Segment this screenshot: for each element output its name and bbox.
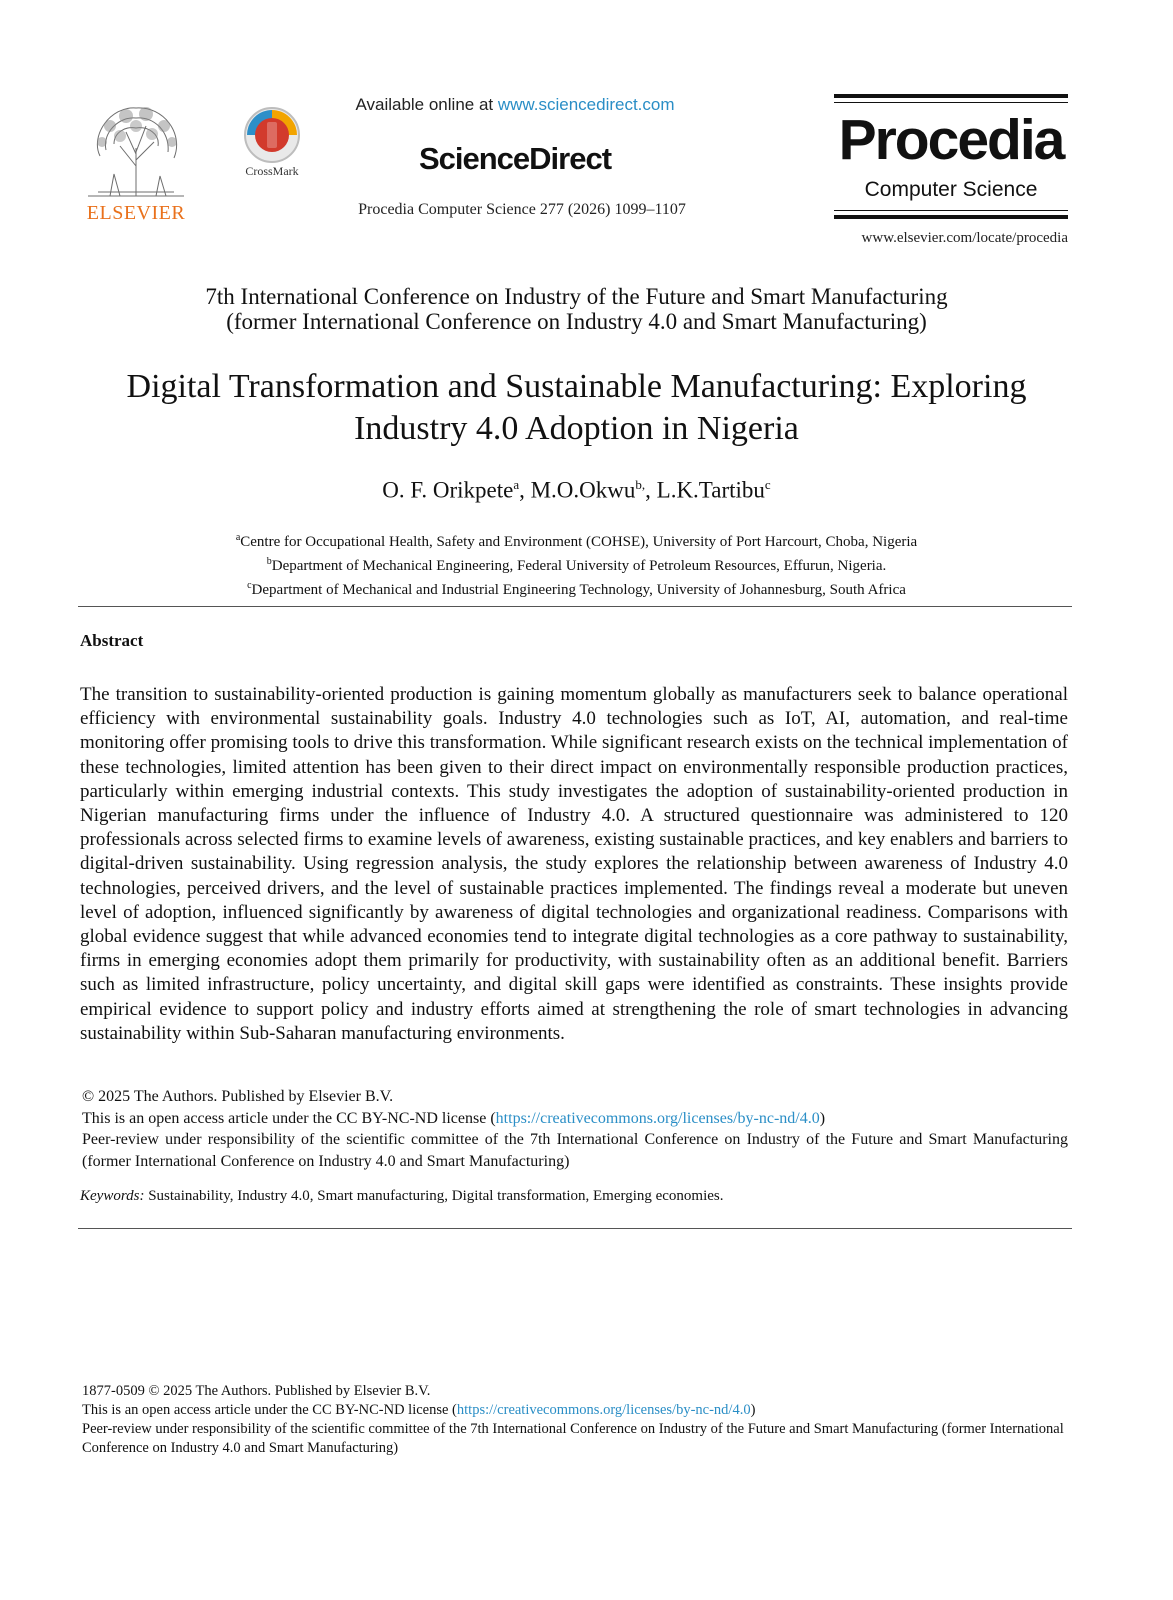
author-affil-mark: a — [513, 477, 520, 492]
open-access-text: This is an open access article under the CC BY-NC-ND license ( — [82, 1109, 496, 1127]
footer-open-access-close: ) — [750, 1402, 756, 1418]
crossmark-label: CrossMark — [245, 164, 299, 178]
keywords-label: Keywords: — [80, 1188, 145, 1204]
page-footer — [82, 1382, 1072, 1458]
keywords-text: Sustainability, Industry 4.0, Smart manufacturing, Digital transformation, Emerging economies. — [144, 1188, 724, 1204]
footer-issn-line: 1877-0509 © 2025 The Authors. Published by Elsevier B.V. — [82, 1383, 431, 1399]
footer-license-link[interactable]: https://creativecommons.org/licenses/by-nc-nd/4.0 — [456, 1402, 751, 1418]
affiliation-text: Department of Mechanical Engineering, Federal University of Petroleum Resources, Effurun, Nigeria. — [271, 558, 887, 574]
keywords-line — [80, 1188, 1070, 1205]
license-link[interactable]: https://creativecommons.org/licenses/by-nc-nd/4.0 — [495, 1109, 820, 1127]
affiliation-mark: a — [235, 532, 241, 543]
procedia-top-thin-rule — [834, 102, 1068, 103]
journal-url[interactable]: www.elsevier.com/locate/procedia — [861, 230, 1068, 246]
paper-title-line-2: Industry 4.0 Adoption in Nigeria — [354, 410, 799, 447]
divider-bottom — [78, 1228, 1072, 1229]
footer-open-access-text: This is an open access article under the CC BY-NC-ND license ( — [82, 1402, 457, 1418]
sciencedirect-logo: ScienceDirect — [418, 141, 612, 176]
procedia-bottom-rule — [834, 215, 1068, 219]
affiliation-text: Department of Mechanical and Industrial Engineering Technology, University of Johannesburg, South Africa — [251, 582, 906, 598]
author-name: O. F. Orikpete — [382, 477, 514, 503]
author-name: L.K.Tartibu — [656, 477, 765, 503]
license-block — [82, 1086, 1068, 1172]
elsevier-logo — [80, 96, 192, 226]
elsevier-wordmark: ELSEVIER — [86, 202, 186, 224]
affiliation-text: Centre for Occupational Health, Safety and Environment (COHSE), University of Port Harcourt, Choba, Nigeria — [240, 534, 918, 550]
footer-open-access-line — [82, 1401, 1072, 1420]
abstract-heading: Abstract — [80, 631, 144, 650]
affiliation-mark: b — [266, 556, 272, 567]
abstract-body: The transition to sustainability-oriented production is gaining momentum globally as manufacturers seek to balance operational efficiency with environmental sustainability goals. Industry 4.0 technologies such as IoT, AI, automation, and real-time monitoring offer promising tools to drive this transformation. While significant research exists on the technical implementation of these technologies, limited attention has been given to their direct impact on environmentally responsible production practices, particularly within emerging industrial contexts. This study investigates the adoption of sustainability-oriented production in Nigerian manufacturing firms under the influence of Industry 4.0. A structured questionnaire was administered to 120 professionals across selected firms to examine levels of awareness, existing sustainable practices, and key enablers and barriers to digital-driven sustainability. Using regression analysis, the study explores the relationship between awareness of Industry 4.0 technologies, perceived drivers, and the level of sustainable practices implemented. The findings reveal a moderate but uneven level of adoption, influenced significantly by awareness of digital technologies and organizational readiness. Comparisons with global evidence suggest that while advanced economies tend to integrate digital technologies as a core pathway to sustainability, firms in emerging economies adopt them primarily for productivity, with sustainability often as an additional benefit. Barriers such as limited infrastructure, policy uncertainty, and digital skill gaps were identified as constraints. These insights provide empirical evidence to support policy and industry efforts aimed at strengthening the role of smart technologies in advancing sustainability within Sub-Saharan manufacturing environments. — [80, 684, 1068, 1044]
affiliation-item — [60, 528, 1093, 552]
copyright-line: © 2025 The Authors. Published by Elsevier B.V. — [82, 1088, 394, 1105]
author-list — [60, 477, 1093, 504]
procedia-subtitle: Computer Science — [864, 178, 1038, 201]
crossmark-badge[interactable] — [236, 106, 308, 182]
affiliation-mark: c — [247, 580, 252, 591]
conference-line-1: 7th International Conference on Industry of the Future and Smart Manufacturing — [205, 284, 948, 309]
procedia-bottom-thin-rule — [834, 210, 1068, 211]
author-affil-mark: b, — [635, 477, 646, 492]
available-online-line — [320, 95, 710, 115]
procedia-logo — [834, 94, 1068, 224]
author-name: M.O.Okwu — [530, 477, 636, 503]
paper-title-line-1: Digital Transformation and Sustainable Manufacturing: Exploring — [126, 368, 1027, 405]
affiliation-item — [60, 552, 1093, 576]
footer-peer-review-line: Peer-review under responsibility of the scientific committee of the 7th International Conference on Industry of the Future and Smart Manufacturing (former International Conference on Industry 4.0 and Smart Manufacturing) — [82, 1421, 1064, 1456]
procedia-top-rule — [834, 94, 1068, 98]
open-access-close: ) — [819, 1109, 826, 1127]
available-online-text: Available online at — [355, 95, 498, 114]
paper-title — [60, 366, 1093, 450]
author-separator: , — [645, 477, 657, 503]
journal-reference: Procedia Computer Science 277 (2026) 1099–1107 — [358, 201, 686, 218]
author-affil-mark: c — [764, 477, 771, 492]
crossmark-icon — [236, 106, 308, 164]
sciencedirect-link[interactable]: www.sciencedirect.com — [497, 95, 675, 114]
elsevier-tree-icon — [80, 96, 192, 200]
affiliation-item — [60, 576, 1093, 600]
open-access-line — [82, 1108, 1068, 1130]
peer-review-line: Peer-review under responsibility of the scientific committee of the 7th International Conference on Industry of the Future and Smart Manufacturing (former International Conference on Industry 4.0 and Smart Manufacturing) — [82, 1131, 1068, 1170]
divider-top — [78, 606, 1072, 607]
conference-line-2: (former International Conference on Industry 4.0 and Smart Manufacturing) — [226, 309, 927, 334]
procedia-title: Procedia — [838, 108, 1064, 172]
conference-name — [60, 284, 1093, 334]
affiliation-list — [60, 528, 1093, 600]
author-separator: , — [519, 477, 531, 503]
